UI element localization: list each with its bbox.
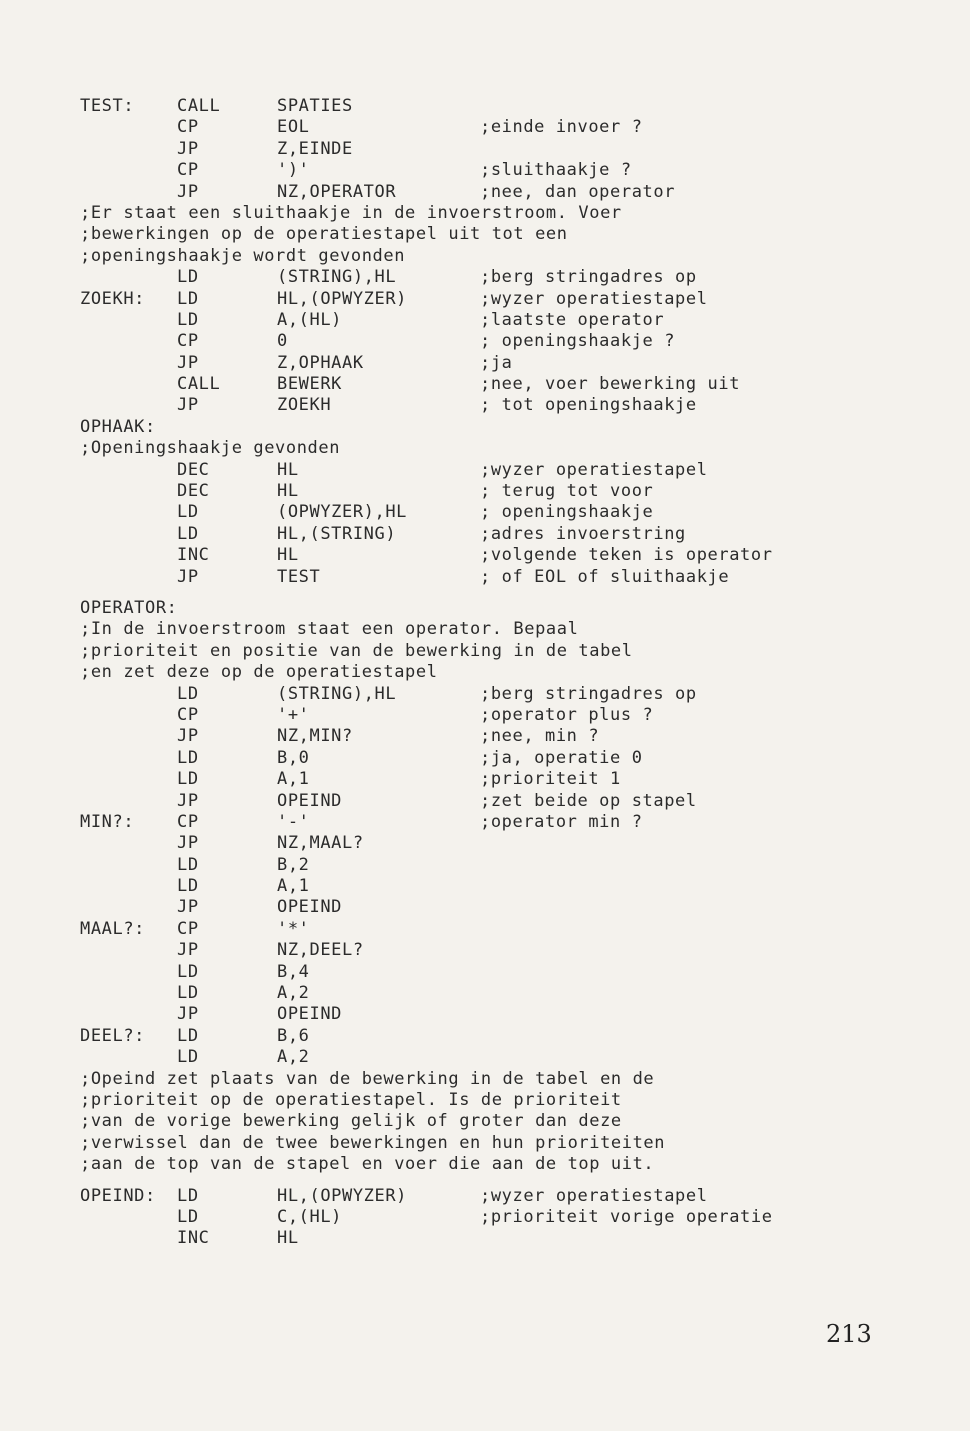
code-line (80, 246, 940, 267)
page-number: 213 (826, 1320, 872, 1348)
code-line (80, 331, 940, 352)
code-operand: EOL (277, 117, 310, 138)
code-line (80, 791, 940, 812)
code-comment-line: ;Openingshaakje gevonden (80, 438, 341, 459)
code-operand: HL,(OPWYZER) (277, 1185, 408, 1206)
code-line (80, 1207, 940, 1228)
code-comment: ;einde invoer ? (480, 117, 643, 138)
code-opcode: CALL (177, 96, 221, 116)
code-line (80, 1133, 940, 1154)
code-operand: B,4 (277, 961, 310, 982)
code-line (80, 983, 940, 1004)
code-line (80, 117, 940, 138)
code-operand: A,1 (277, 769, 310, 790)
code-line (80, 481, 940, 502)
code-comment-line: ;bewerkingen op de operatiestapel uit tot een (80, 224, 568, 245)
code-line (80, 1228, 940, 1249)
code-operand: B,6 (277, 1025, 310, 1046)
code-line (80, 139, 940, 160)
blank-gap (80, 1176, 940, 1186)
code-comment-line: ;Er staat een sluithaakje in de invoerstroom. Voer (80, 202, 622, 223)
code-line (80, 1069, 940, 1090)
code-label: OPEIND: (80, 1185, 156, 1206)
code-opcode: DEC (177, 459, 210, 480)
code-line (80, 1090, 940, 1111)
code-line (80, 876, 940, 897)
code-operand: A,1 (277, 876, 310, 897)
code-comment: ; tot openingshaakje (480, 395, 697, 416)
code-comment: ;nee, min ? (480, 726, 600, 747)
code-line (80, 962, 940, 983)
code-line (80, 855, 940, 876)
code-opcode: JP (177, 726, 199, 747)
code-operand: SPATIES (277, 96, 353, 116)
code-line (80, 417, 940, 438)
code-comment: ;wyzer operatiestapel (480, 459, 708, 480)
code-line (80, 267, 940, 288)
code-comment: ;volgende teken is operator (480, 545, 773, 566)
code-opcode: LD (177, 1185, 199, 1206)
code-operand: (OPWYZER),HL (277, 502, 408, 523)
code-line (80, 224, 940, 245)
code-comment-line: ;prioriteit en positie van de bewerking in de tabel (80, 640, 633, 661)
code-operand: '*' (277, 918, 310, 939)
code-comment: ;nee, voer bewerking uit (480, 374, 741, 395)
code-opcode: JP (177, 566, 199, 587)
code-operand: Z,EINDE (277, 138, 353, 159)
code-comment-line: ;aan de top van de stapel en voer die aan de top uit. (80, 1154, 655, 1175)
code-opcode: JP (177, 1004, 199, 1025)
code-operand: NZ,OPERATOR (277, 181, 397, 202)
code-line (80, 748, 940, 769)
code-comment: ;ja (480, 352, 513, 373)
code-opcode: INC (177, 545, 210, 566)
code-opcode: CALL (177, 374, 221, 395)
code-comment-line: ;openingshaakje wordt gevonden (80, 245, 406, 266)
code-operand: B,0 (277, 747, 310, 768)
code-operand: HL (277, 481, 299, 502)
code-line (80, 619, 940, 640)
code-opcode: INC (177, 1228, 210, 1249)
code-opcode: LD (177, 876, 199, 897)
code-operand: NZ,DEEL? (277, 940, 364, 961)
code-comment: ;nee, dan operator (480, 181, 676, 202)
code-opcode: LD (177, 769, 199, 790)
code-comment: ;wyzer operatiestapel (480, 288, 708, 309)
code-operand: HL,(OPWYZER) (277, 288, 408, 309)
code-opcode: LD (177, 683, 199, 704)
code-line (80, 769, 940, 790)
code-comment-line: ;van de vorige bewerking gelijk of groter dan deze (80, 1111, 622, 1132)
code-opcode: LD (177, 1047, 199, 1068)
code-opcode: CP (177, 331, 199, 352)
code-opcode: LD (177, 523, 199, 544)
code-comment: ; openingshaakje ? (480, 331, 676, 352)
code-line (80, 160, 940, 181)
code-comment: ; terug tot voor (480, 481, 654, 502)
code-line (80, 524, 940, 545)
code-opcode: JP (177, 833, 199, 854)
code-operand: A,(HL) (277, 309, 343, 330)
code-line (80, 919, 940, 940)
code-label: DEEL?: (80, 1025, 146, 1046)
code-comment: ;prioriteit vorige operatie (480, 1206, 773, 1227)
code-line (80, 395, 940, 416)
code-operand: NZ,MAAL? (277, 833, 364, 854)
code-operand: NZ,MIN? (277, 726, 353, 747)
code-operand: OPEIND (277, 1004, 343, 1025)
code-line (80, 289, 940, 310)
code-opcode: CP (177, 160, 199, 181)
code-comment-line: ;prioriteit op de operatiestapel. Is de prioriteit (80, 1089, 622, 1110)
code-comment: ; of EOL of sluithaakje (480, 566, 730, 587)
code-line (80, 182, 940, 203)
code-opcode: CP (177, 704, 199, 725)
code-operand: ')' (277, 160, 310, 181)
code-line (80, 641, 940, 662)
code-label: ZOEKH: (80, 288, 146, 309)
code-comment: ;sluithaakje ? (480, 160, 632, 181)
code-operand: HL (277, 459, 299, 480)
code-line (80, 662, 940, 683)
code-opcode: CP (177, 117, 199, 138)
code-comment-line: OPERATOR: (80, 597, 178, 618)
code-line (80, 940, 940, 961)
code-operand: OPEIND (277, 897, 343, 918)
code-listing (80, 96, 940, 1250)
code-comment: ;berg stringadres op (480, 267, 697, 288)
code-operand: B,2 (277, 854, 310, 875)
code-line (80, 374, 940, 395)
code-opcode: JP (177, 138, 199, 159)
code-operand: HL (277, 1228, 299, 1249)
code-line (80, 203, 940, 224)
code-line (80, 598, 940, 619)
code-line (80, 897, 940, 918)
code-operand: '+' (277, 704, 310, 725)
code-line (80, 567, 940, 588)
code-label: MIN?: (80, 811, 135, 832)
code-line (80, 726, 940, 747)
code-opcode: LD (177, 1206, 199, 1227)
code-label: MAAL?: (80, 918, 146, 939)
code-label: TEST: (80, 96, 135, 116)
code-operand: 0 (277, 331, 288, 352)
code-line (80, 96, 940, 117)
code-opcode: LD (177, 983, 199, 1004)
code-operand: (STRING),HL (277, 267, 397, 288)
code-opcode: JP (177, 181, 199, 202)
code-comment: ;wyzer operatiestapel (480, 1185, 708, 1206)
code-line (80, 438, 940, 459)
code-operand: A,2 (277, 1047, 310, 1068)
code-opcode: JP (177, 352, 199, 373)
code-opcode: LD (177, 854, 199, 875)
code-operand: HL,(STRING) (277, 523, 397, 544)
code-opcode: LD (177, 267, 199, 288)
code-comment: ;laatste operator (480, 309, 665, 330)
code-comment: ; openingshaakje (480, 502, 654, 523)
code-comment-line: ;en zet deze op de operatiestapel (80, 662, 438, 683)
code-line (80, 1047, 940, 1068)
code-operand: '-' (277, 811, 310, 832)
code-comment: ;berg stringadres op (480, 683, 697, 704)
code-line (80, 1026, 940, 1047)
code-comment: ;operator min ? (480, 811, 643, 832)
code-opcode: JP (177, 395, 199, 416)
code-comment-line: ;In de invoerstroom staat een operator. Bepaal (80, 619, 579, 640)
code-line (80, 545, 940, 566)
code-operand: C,(HL) (277, 1206, 343, 1227)
code-opcode: LD (177, 747, 199, 768)
code-line (80, 833, 940, 854)
code-opcode: LD (177, 309, 199, 330)
code-line (80, 310, 940, 331)
code-comment: ;prioriteit 1 (480, 769, 621, 790)
code-opcode: DEC (177, 481, 210, 502)
code-line (80, 705, 940, 726)
code-operand: ZOEKH (277, 395, 332, 416)
code-comment: ;adres invoerstring (480, 523, 686, 544)
code-comment-line: OPHAAK: (80, 416, 156, 437)
code-line (80, 1186, 940, 1207)
code-line (80, 460, 940, 481)
code-operand: OPEIND (277, 790, 343, 811)
code-line (80, 502, 940, 523)
code-opcode: JP (177, 897, 199, 918)
code-line (80, 684, 940, 705)
code-opcode: LD (177, 288, 199, 309)
code-opcode: LD (177, 502, 199, 523)
code-line (80, 1154, 940, 1175)
code-opcode: JP (177, 790, 199, 811)
code-opcode: LD (177, 1025, 199, 1046)
code-opcode: LD (177, 961, 199, 982)
code-comment: ;operator plus ? (480, 704, 654, 725)
code-line (80, 1111, 940, 1132)
blank-gap (80, 588, 940, 598)
code-line (80, 353, 940, 374)
code-line (80, 1004, 940, 1025)
code-opcode: CP (177, 918, 199, 939)
code-opcode: CP (177, 811, 199, 832)
code-operand: (STRING),HL (277, 683, 397, 704)
code-opcode: JP (177, 940, 199, 961)
code-operand: BEWERK (277, 374, 343, 395)
code-comment-line: ;verwissel dan de twee bewerkingen en hun prioriteiten (80, 1132, 666, 1153)
code-operand: A,2 (277, 983, 310, 1004)
code-line (80, 812, 940, 833)
code-comment: ;zet beide op stapel (480, 790, 697, 811)
code-operand: HL (277, 545, 299, 566)
code-operand: Z,OPHAAK (277, 352, 364, 373)
code-operand: TEST (277, 566, 321, 587)
code-comment-line: ;Opeind zet plaats van de bewerking in de tabel en de (80, 1068, 655, 1089)
code-comment: ;ja, operatie 0 (480, 747, 643, 768)
